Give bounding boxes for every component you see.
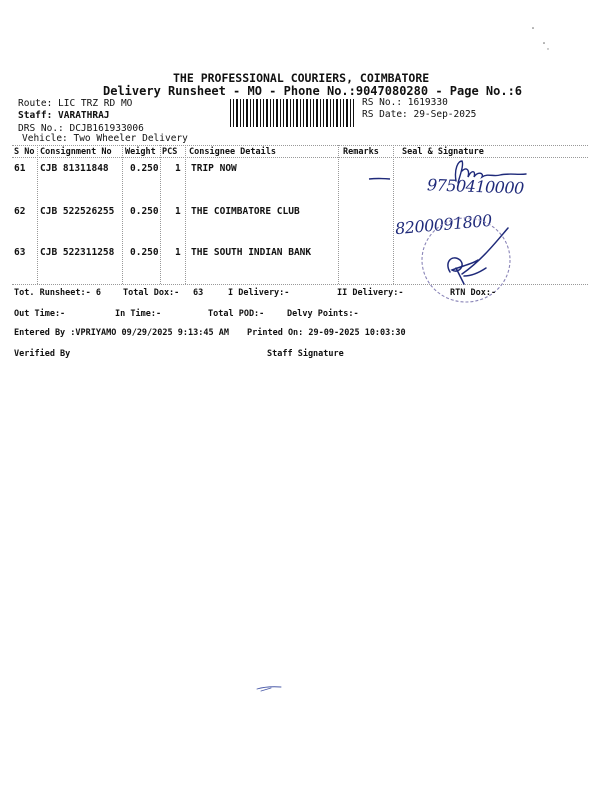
- tot-runsheet: Tot. Runsheet:- 6: [14, 288, 101, 298]
- col-divider: [160, 145, 161, 284]
- col-divider: [37, 145, 38, 284]
- row-consignment: CJB 522311258: [40, 247, 115, 258]
- ii-delivery: II Delivery:-: [337, 288, 404, 298]
- out-time: Out Time:-: [14, 309, 66, 319]
- stray-pen-mark: [255, 683, 285, 693]
- header-weight: Weight: [125, 147, 156, 157]
- total-dox-label: Total Dox:-: [123, 288, 180, 298]
- col-divider: [185, 145, 186, 284]
- total-pod: Total POD:-: [208, 309, 265, 319]
- total-dox-value: 63: [193, 288, 204, 298]
- header-pcs: PCS: [162, 147, 178, 157]
- row-pcs: 1: [175, 206, 181, 217]
- entered-by: Entered By :VPRIYAMO 09/29/2025 9:13:45 AM: [14, 328, 229, 338]
- delvy-points: Delvy Points:-: [287, 309, 359, 319]
- printed-on: Printed On: 29-09-2025 10:03:30: [247, 328, 406, 338]
- row-consignment: CJB 522526255: [40, 206, 115, 217]
- rs-date: RS Date: 29-Sep-2025: [362, 109, 477, 120]
- rtn-dox: RTN Dox:-: [450, 288, 497, 298]
- col-divider: [338, 145, 339, 284]
- row-pcs: 1: [175, 247, 181, 258]
- col-divider: [122, 145, 123, 284]
- barcode: [230, 99, 358, 127]
- row-consignee: TRIP NOW: [191, 163, 237, 174]
- row-consignee: THE SOUTH INDIAN BANK: [191, 247, 312, 258]
- row-sno: 63: [14, 247, 26, 258]
- handwritten-phone-2: 8200091800: [394, 210, 493, 239]
- header-consignee: Consignee Details: [189, 147, 276, 157]
- staff-signature-label: Staff Signature: [267, 349, 344, 359]
- handwritten-phone-1: 9750410000: [426, 175, 525, 198]
- row-sno: 61: [14, 163, 26, 174]
- i-delivery: I Delivery:-: [228, 288, 290, 298]
- col-divider: [393, 145, 394, 284]
- verified-by: Verified By: [14, 349, 71, 359]
- runsheet-title: Delivery Runsheet - MO - Phone No.:9047080280 - Page No.:6: [103, 84, 523, 98]
- scan-specks: [530, 25, 560, 55]
- row-consignee: THE COIMBATORE CLUB: [191, 206, 300, 217]
- header-remarks: Remarks: [343, 147, 379, 157]
- row-weight: 0.250: [130, 163, 159, 174]
- row-weight: 0.250: [130, 206, 159, 217]
- header-sno: S No: [14, 147, 35, 157]
- drs-number: DRS No.: DCJB161933006: [18, 123, 144, 134]
- rs-number: RS No.: 1619330: [362, 97, 448, 108]
- company-title: THE PROFESSIONAL COURIERS, COIMBATORE: [173, 71, 430, 85]
- header-seal-signature: Seal & Signature: [402, 147, 484, 157]
- remarks-pen-mark: [368, 176, 392, 182]
- in-time: In Time:-: [115, 309, 162, 319]
- vehicle-label: Vehicle: Two Wheeler Delivery: [22, 133, 188, 144]
- table-top-rule: [12, 145, 588, 146]
- staff-label: Staff: VARATHRAJ: [18, 110, 110, 121]
- row-consignment: CJB 81311848: [40, 163, 109, 174]
- route-label: Route: LIC TRZ RD MO: [18, 98, 133, 109]
- row-pcs: 1: [175, 163, 181, 174]
- header-consignment: Consignment No: [40, 147, 112, 157]
- row-weight: 0.250: [130, 247, 159, 258]
- row-sno: 62: [14, 206, 26, 217]
